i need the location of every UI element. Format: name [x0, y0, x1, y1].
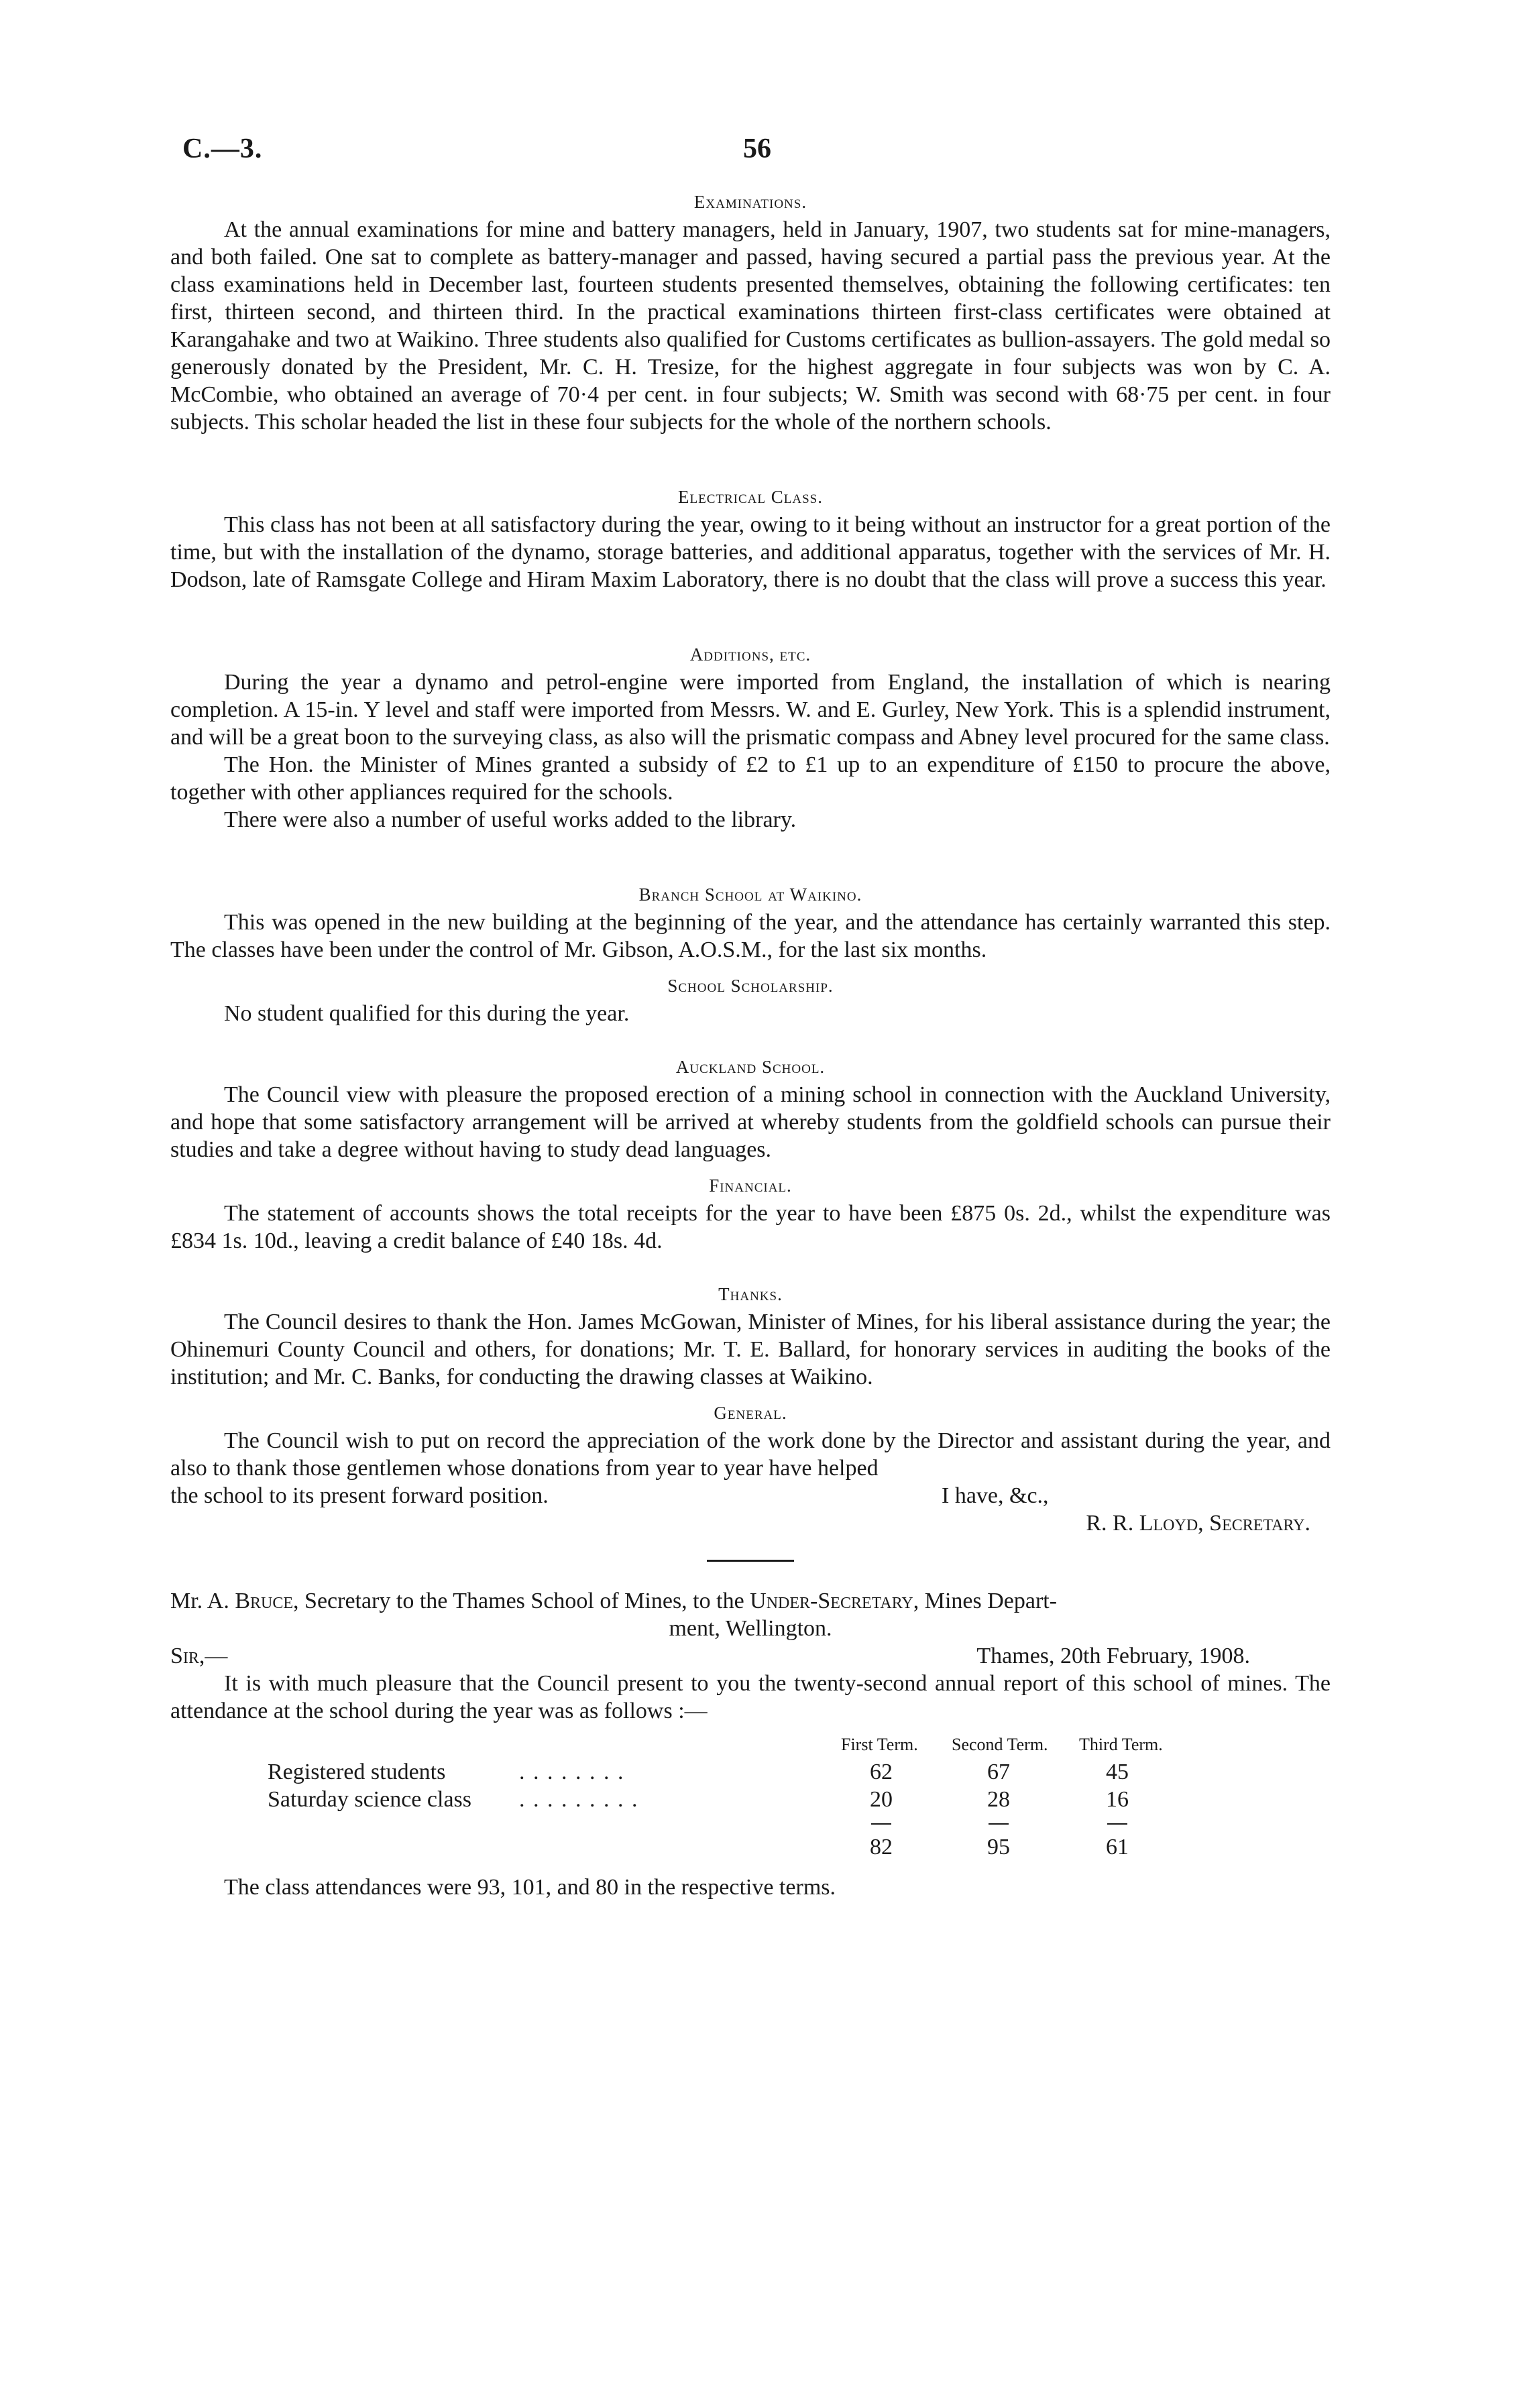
signatory-name: R. R. Lloyd, Secretary. [1086, 1511, 1310, 1536]
total-rule [1107, 1823, 1127, 1825]
section-paragraph: The Council view with pleasure the proposed erection of a mining school in connection with the Auckland University, and hope that some satisfactory arrangement will be arrived at whereby students from the goldfield schools can pursue their studies and take a degree without having to study dead languages. [170, 1082, 1331, 1162]
attendance-table [170, 1733, 1331, 1874]
table-cell: 16 [1106, 1787, 1129, 1812]
signatory [170, 1509, 1331, 1537]
section-auckland-school [170, 1053, 1331, 1163]
section-paragraph: This was opened in the new building at the beginning of the year, and the attendance has certainly warranted this step. The classes have been under the control of Mr. Gibson, A.O.S.M., for the last six months. [170, 910, 1331, 962]
section-school-scholarship [170, 972, 1331, 1027]
section-financial [170, 1171, 1331, 1255]
section-electrical-class [170, 483, 1331, 593]
section-heading: Examinations. [693, 192, 807, 212]
page-header [0, 133, 1521, 173]
section-heading: Auckland School. [675, 1057, 826, 1077]
section-paragraph: No student qualified for this during the year. [224, 1001, 630, 1026]
table-row-label: Saturday science class [268, 1787, 471, 1812]
table-total: 61 [1106, 1835, 1129, 1859]
section-heading: School Scholarship. [667, 976, 834, 996]
section-heading: Electrical Class. [678, 487, 823, 507]
letter-recipient: Under-Secretary [750, 1589, 913, 1613]
total-rule [871, 1823, 891, 1825]
table-cell: 62 [870, 1760, 893, 1784]
section-paragraph: There were also a number of useful works added to the library. [224, 807, 797, 832]
closing-line: The class attendances were 93, 101, and 80 in the respective terms. [224, 1875, 836, 1900]
leader-dots: . . . . . . . . . [519, 1787, 639, 1812]
letter-heading-text: Mr. A. [170, 1589, 235, 1613]
section-examinations [170, 188, 1331, 436]
signoff-closing: I have, &c., [942, 1483, 1049, 1508]
column-header: Second Term. [952, 1735, 1048, 1754]
place-date: Thames, 20th February, 1908. [976, 1644, 1250, 1668]
letter-paragraph: It is with much pleasure that the Council present to you the twenty-second annual report of this school of mines. The attendance at the school during the year was as follows :— [170, 1671, 1331, 1723]
section-heading: General. [714, 1403, 787, 1423]
document-reference: C.—3. [182, 133, 263, 164]
table-cell: 67 [987, 1760, 1010, 1784]
letter-heading [170, 1587, 1331, 1642]
section-paragraph: The Hon. the Minister of Mines granted a subsidy of £2 to £1 up to an expenditure of £150 to procure the above, together with other appliances required for the schools. [170, 752, 1331, 805]
section-additions [170, 640, 1331, 834]
report-body [170, 188, 1331, 1901]
section-paragraph: The statement of accounts shows the total receipts for the year to have been £875 0s. 2d., whilst the expenditure was £834 1s. 10d., leaving a credit balance of £40 18s. 4d. [170, 1201, 1331, 1253]
column-header: First Term. [841, 1735, 918, 1754]
table-cell: 20 [870, 1787, 893, 1812]
letter-heading-text: , Secretary to the Thames School of Mines, to the [293, 1589, 750, 1613]
letter-heading-continuation: ment, Wellington. [669, 1616, 832, 1641]
section-heading: Thanks. [718, 1284, 783, 1304]
table-total: 95 [987, 1835, 1010, 1859]
salutation-row [170, 1642, 1331, 1670]
column-header: Third Term. [1079, 1735, 1163, 1754]
section-thanks [170, 1280, 1331, 1391]
table-row-label: Registered students [268, 1760, 446, 1784]
section-heading: Branch School at Waikino. [638, 884, 862, 905]
page-number: 56 [743, 133, 771, 164]
salutation: Sir,— [170, 1644, 228, 1668]
section-paragraph: At the annual examinations for mine and battery managers, held in January, 1907, two students sat for mine-managers, and both failed. One sat to complete as battery-manager and passed, having secured a partial pass the previous year. At the class examinations held in December last, fourteen students presented themselves, obtaining the following certificates: ten first, thirteen second, and thirteen third. In the practical examinations thirteen first-class certificates were obtained at Karangahake and two at Waikino. Three students also qualified for Customs certificates as bullion-assayers. The gold medal so generously donated by the President, Mr. C. H. Tresize, for the highest aggregate in four subjects was won by C. A. McCombie, who obtained an average of 70·4 per cent. in four subjects; W. Smith was second with 68·75 per cent. in four subjects. This scholar headed the list in these four subjects for the whole of the northern schools. [170, 217, 1331, 435]
table-cell: 45 [1106, 1760, 1129, 1784]
section-branch-school [170, 880, 1331, 964]
section-paragraph: The Council wish to put on record the appreciation of the work done by the Director and assistant during the year, and also to thank those gentlemen whose donations from year to year have helped [170, 1428, 1331, 1481]
total-rule [989, 1823, 1009, 1825]
section-heading: Additions, etc. [689, 644, 811, 665]
section-heading: Financial. [709, 1176, 792, 1196]
section-paragraph: The Council desires to thank the Hon. James McGowan, Minister of Mines, for his liberal assistance during the year; the Ohinemuri County Council and others, for donations; Mr. T. E. Ballard, for honorary services in auditing the books of the institution; and Mr. C. Banks, for conducting the drawing classes at Waikino. [170, 1310, 1331, 1389]
signoff-last-line: the school to its present forward position. [170, 1483, 549, 1508]
section-paragraph: During the year a dynamo and petrol-engine were imported from England, the installation of which is nearing completion. A 15-in. Y level and staff were imported from Messrs. W. and E. Gurley, New York. This is a splendid instrument, and will be a great boon to the surveying class, as also will the prismatic compass and Abney level procured for the same class. [170, 670, 1331, 750]
letter-sender-name: Bruce [235, 1589, 294, 1613]
letter [170, 1587, 1331, 1725]
leader-dots: . . . . . . . . [519, 1760, 625, 1784]
section-general [170, 1399, 1331, 1537]
table-cell: 28 [987, 1787, 1010, 1812]
letter-heading-text: , Mines Depart- [913, 1589, 1058, 1613]
table-total: 82 [870, 1835, 893, 1859]
section-paragraph: This class has not been at all satisfactory during the year, owing to it being without an instructor for a great portion of the time, but with the installation of the dynamo, storage batteries, and additional apparatus, together with the services of Mr. H. Dodson, late of Ramsgate College and Hiram Maxim Laboratory, there is no doubt that the class will prove a success this year. [170, 512, 1331, 592]
signoff-row [170, 1482, 1331, 1509]
